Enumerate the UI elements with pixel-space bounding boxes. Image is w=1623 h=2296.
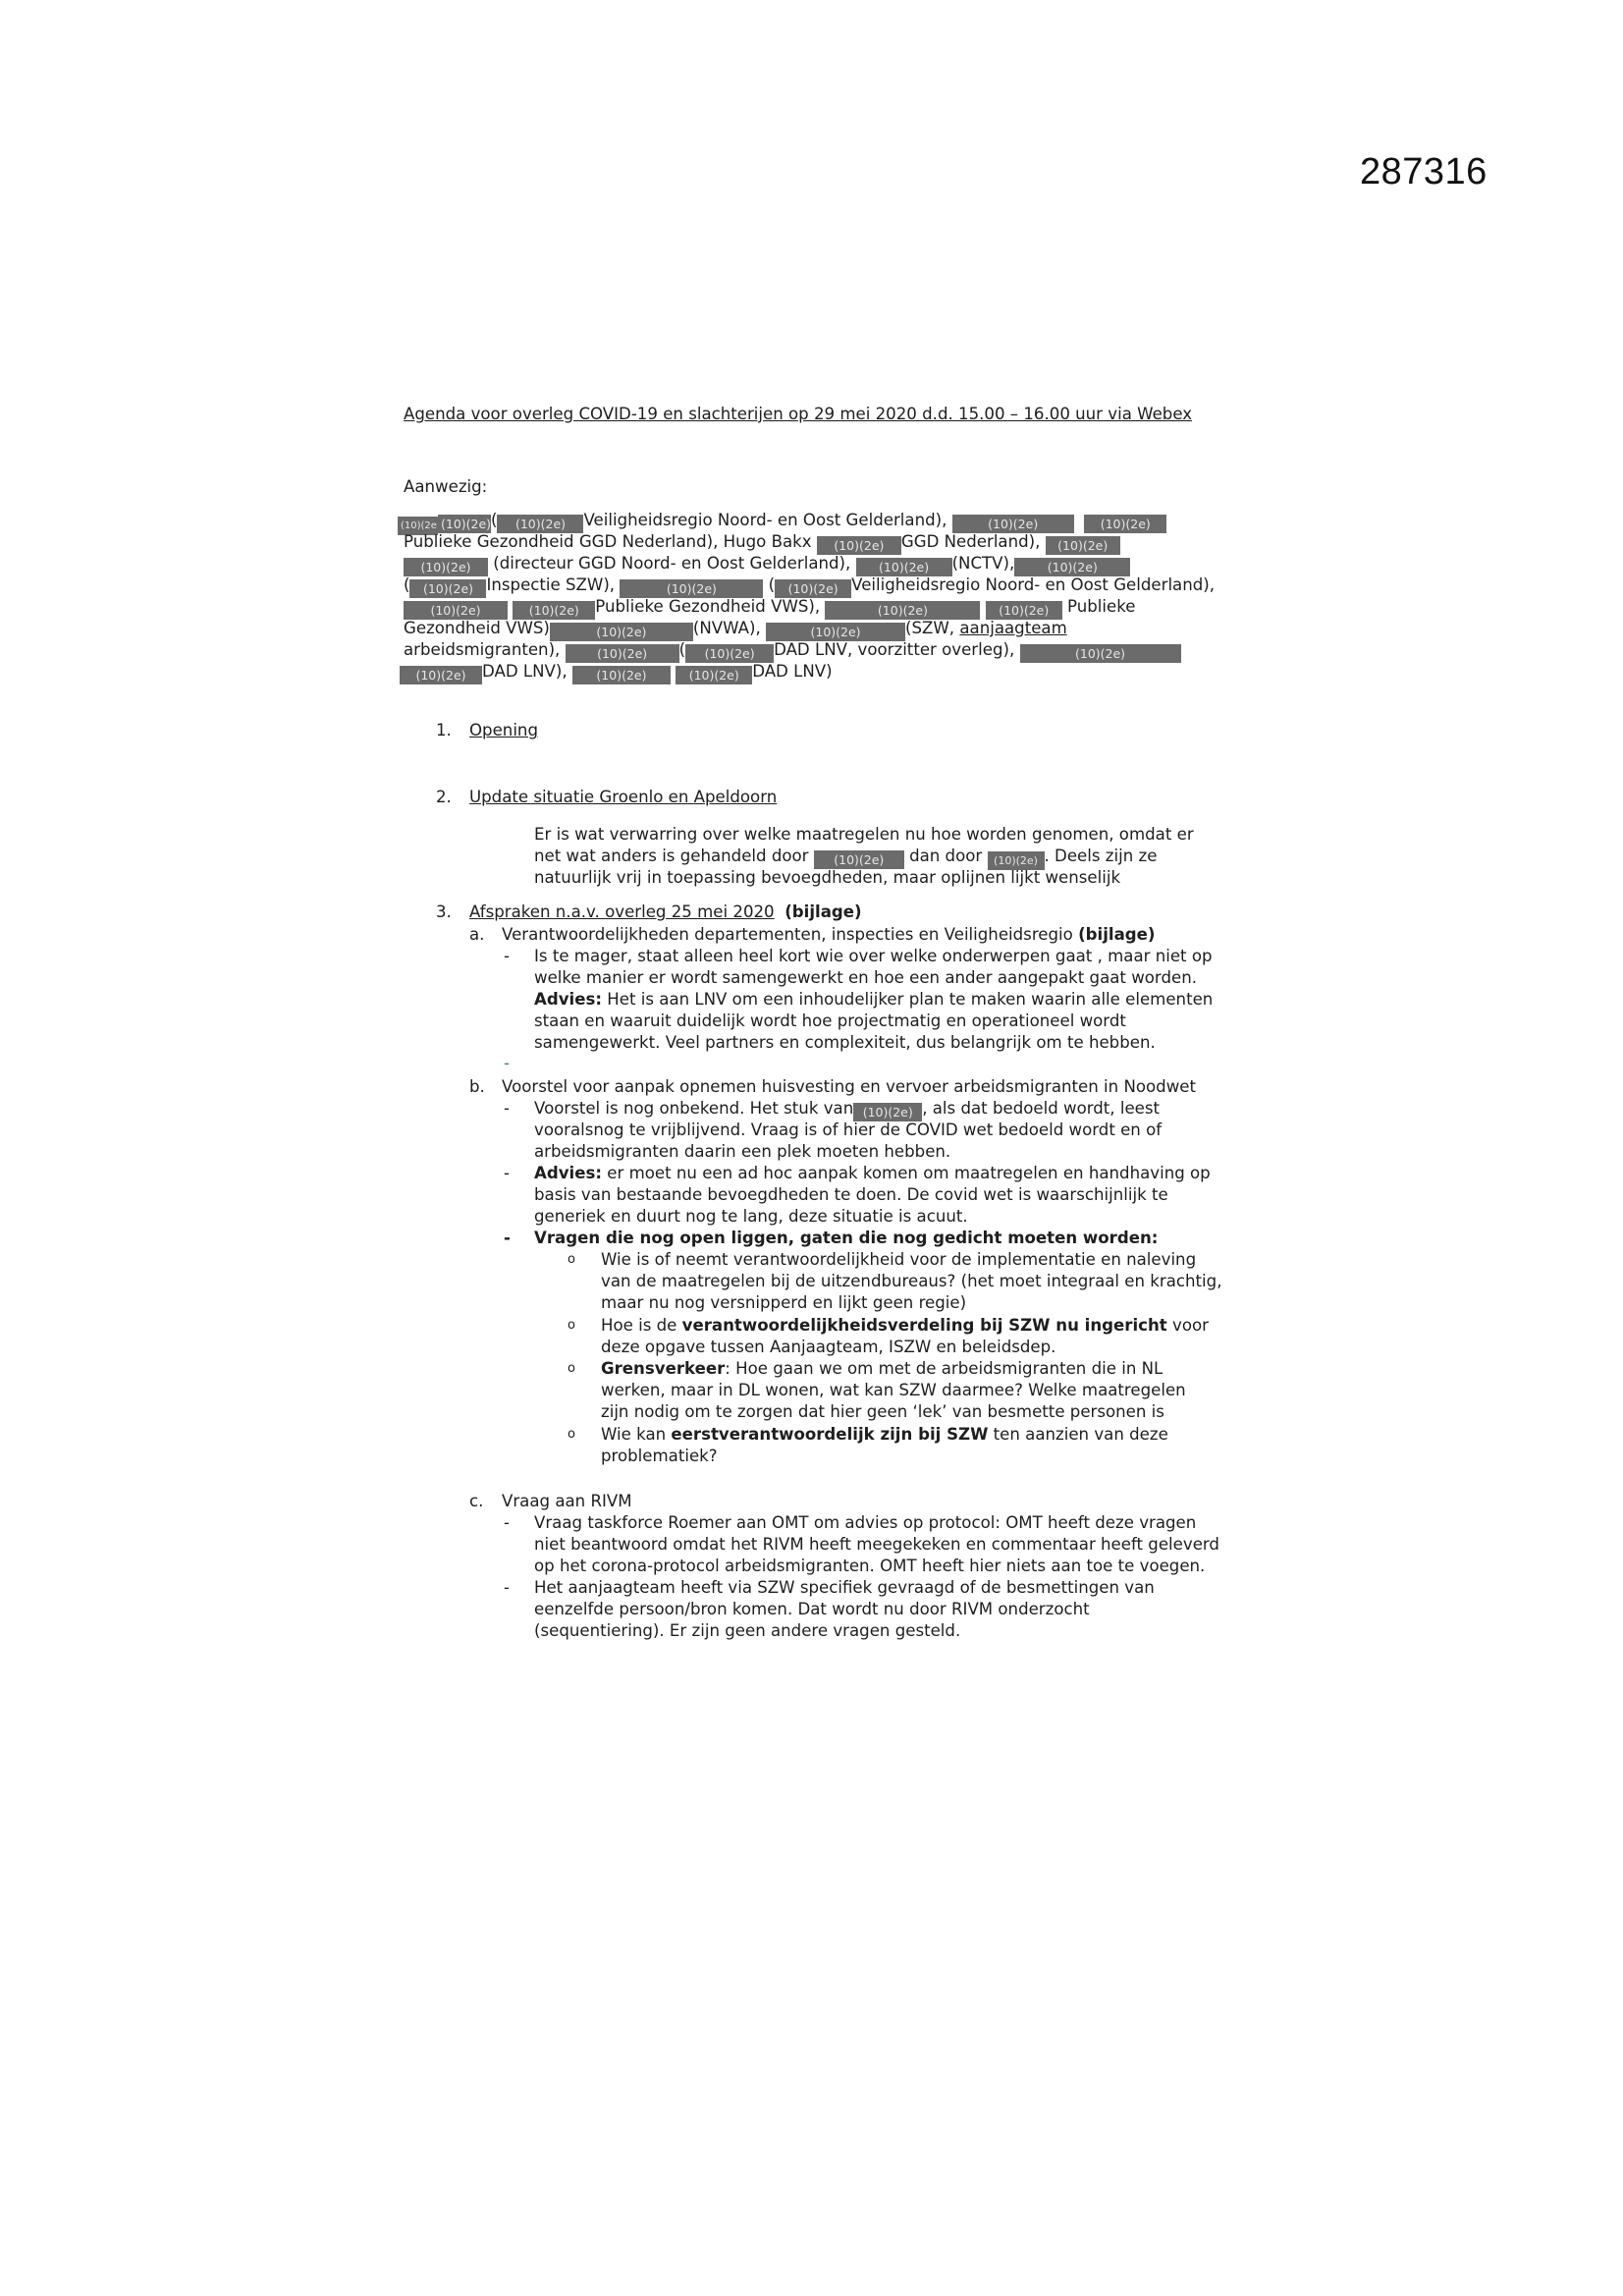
- paragraph-line: zijn nodig om te zorgen dat hier geen ‘lek’ van besmette personen is: [601, 1402, 1164, 1421]
- paragraph-line: basis van bestaande bevoegdheden te doen. De covid wet is waarschijnlijk te: [534, 1185, 1168, 1204]
- bullet-dash: -: [504, 1513, 510, 1532]
- redaction: (10)(2e): [566, 644, 679, 663]
- sub-letter: b.: [469, 1077, 485, 1096]
- paragraph-line: op het corona-protocol arbeidsmigranten. OMT heeft hier niets aan toe te voegen.: [534, 1557, 1206, 1575]
- subitem-vraag-rivm: Vraag aan RIVM: [502, 1492, 632, 1510]
- redaction: (10)(2e): [497, 515, 583, 533]
- redaction: (10)(2e): [620, 579, 763, 598]
- bullet-dash: -: [504, 1099, 510, 1118]
- redaction: (10)(2e): [988, 851, 1045, 870]
- paragraph-line: deze opgave tussen Aanjaagteam, ISZW en beleidsdep.: [601, 1338, 1056, 1356]
- redaction: (10)(2e): [404, 558, 488, 576]
- paragraph-line: Is te mager, staat alleen heel kort wie over welke onderwerpen gaat , maar niet op: [534, 947, 1213, 965]
- paragraph-line: Wie kan eerstverantwoordelijk zijn bij SZW ten aanzien van deze: [601, 1425, 1168, 1444]
- redaction: (10)(2e): [825, 601, 980, 620]
- redaction: (10)(2e): [685, 644, 774, 663]
- item-afspraken: Afspraken n.a.v. overleg 25 mei 2020 (bijlage): [469, 902, 862, 921]
- redaction: (10)(2e: [398, 517, 438, 535]
- paragraph-line: staan en waaruit duidelijk wordt hoe projectmatig en operationeel wordt: [534, 1011, 1126, 1030]
- sub-letter: a.: [469, 925, 485, 944]
- paragraph-line: Er is wat verwarring over welke maatregelen nu hoe worden genomen, omdat er: [534, 825, 1194, 844]
- redaction: (10)(2e): [550, 623, 693, 641]
- bullet-circle: o: [568, 1427, 575, 1442]
- bullet-circle: o: [568, 1361, 575, 1376]
- paragraph-line: niet beantwoord omdat het RIVM heeft meegekeken en commentaar heeft geleverd: [534, 1535, 1219, 1554]
- redaction: (10)(2e): [1014, 558, 1130, 576]
- document-number: 287316: [1360, 151, 1488, 192]
- item-number: 1.: [436, 721, 452, 739]
- agenda-title: Agenda voor overleg COVID-19 en slachterijen op 29 mei 2020 d.d. 15.00 – 16.00 uur via Webex: [404, 405, 1193, 423]
- redaction: (10)(2e): [513, 601, 595, 620]
- attendees-heading: Aanwezig:: [404, 477, 488, 496]
- bullet-dash: -: [504, 1164, 510, 1182]
- paragraph-line: vooralsnog te vrijblijvend. Vraag is of hier de COVID wet bedoeld wordt en of: [534, 1121, 1163, 1139]
- redaction: (10)(2e): [1046, 536, 1120, 555]
- redaction: (10)(2e): [438, 515, 491, 533]
- bullet-circle: o: [568, 1252, 575, 1267]
- subitem-verantwoordelijkheden: Verantwoordelijkheden departementen, inspecties en Veiligheidsregio (bijlage): [502, 925, 1156, 944]
- paragraph-line: net wat anders is gehandeld door (10)(2e) dan door (10)(2e) . Deels zijn ze: [534, 846, 1157, 870]
- subitem-voorstel: Voorstel voor aanpak opnemen huisvesting en vervoer arbeidsmigranten in Noodwet: [502, 1077, 1196, 1096]
- bullet-dash: -: [504, 947, 510, 965]
- redaction: (10)(2e): [1020, 644, 1181, 663]
- paragraph-line: (sequentiering). Er zijn geen andere vragen gesteld.: [534, 1621, 961, 1640]
- paragraph-line: van de maatregelen bij de uitzendbureaus? (het moet integraal en krachtig,: [601, 1272, 1222, 1290]
- sub-letter: c.: [469, 1492, 484, 1510]
- redaction: (10)(2e): [409, 579, 486, 598]
- item-update-situatie: Update situatie Groenlo en Apeldoorn: [469, 788, 778, 806]
- redaction: (10)(2e): [814, 850, 904, 869]
- paragraph-line: arbeidsmigranten daarin een plek moeten hebben.: [534, 1142, 951, 1161]
- paragraph-line: Vraag taskforce Roemer aan OMT om advies op protocol: OMT heeft deze vragen: [534, 1513, 1197, 1532]
- bullet-dash: -: [504, 1054, 510, 1072]
- paragraph-line: Voorstel is nog onbekend. Het stuk van (10)(2e) , als dat bedoeld wordt, leest: [534, 1099, 1161, 1120]
- paragraph-line: generiek en duurt nog te lang, deze situatie is acuut.: [534, 1207, 968, 1226]
- paragraph-line: samengewerkt. Veel partners en complexiteit, dus belangrijk om te hebben.: [534, 1033, 1156, 1052]
- redaction: (10)(2e): [676, 666, 752, 684]
- bullet-circle: o: [568, 1318, 575, 1333]
- paragraph-line: welke manier er wordt samengewerkt en hoe een ander aangepakt gaat worden.: [534, 968, 1197, 987]
- redaction: (10)(2e): [856, 558, 952, 576]
- redaction: (10)(2e): [400, 666, 482, 684]
- redaction: (10)(2e): [404, 601, 508, 620]
- paragraph-line: problematiek?: [601, 1447, 718, 1465]
- bullet-dash: -: [504, 1229, 511, 1247]
- paragraph-line: Advies: er moet nu een ad hoc aanpak komen om maatregelen en handhaving op: [534, 1164, 1211, 1182]
- bullet-dash: -: [504, 1578, 510, 1597]
- paragraph-line: Hoe is de verantwoordelijkheidsverdeling bij SZW nu ingericht voor: [601, 1316, 1209, 1335]
- paragraph-line: eenzelfde persoon/bron komen. Dat wordt nu door RIVM onderzocht: [534, 1600, 1090, 1618]
- redaction: (10)(2e): [853, 1103, 922, 1121]
- paragraph-line: Advies: Het is aan LNV om een inhoudelijker plan te maken waarin alle elementen: [534, 990, 1214, 1009]
- redaction: (10)(2e): [952, 515, 1074, 533]
- item-number: 3.: [436, 902, 452, 921]
- redaction: (10)(2e): [775, 579, 851, 598]
- item-opening: Opening: [469, 721, 538, 739]
- redaction: (10)(2e): [986, 601, 1062, 620]
- redaction: (10)(2e): [572, 666, 671, 684]
- paragraph-line: Het aanjaagteam heeft via SZW specifiek gevraagd of de besmettingen van: [534, 1578, 1155, 1597]
- paragraph-line: Wie is of neemt verantwoordelijkheid voor de implementatie en naleving: [601, 1250, 1197, 1269]
- paragraph-line: natuurlijk vrij in toepassing bevoegdheden, maar oplijnen lijkt wenselijk: [534, 868, 1121, 887]
- paragraph-line: maar nu nog versnipperd en lijkt geen regie): [601, 1293, 967, 1312]
- paragraph-line: werken, maar in DL wonen, wat kan SZW daarmee? Welke maatregelen: [601, 1381, 1186, 1399]
- redaction: (10)(2e): [766, 623, 905, 641]
- paragraph-line: Vragen die nog open liggen, gaten die nog gedicht moeten worden:: [534, 1229, 1159, 1247]
- redaction: (10)(2e): [1084, 515, 1166, 533]
- redaction: (10)(2e): [817, 536, 901, 555]
- item-number: 2.: [436, 788, 452, 806]
- paragraph-line: Grensverkeer: Hoe gaan we om met de arbeidsmigranten die in NL: [601, 1359, 1163, 1378]
